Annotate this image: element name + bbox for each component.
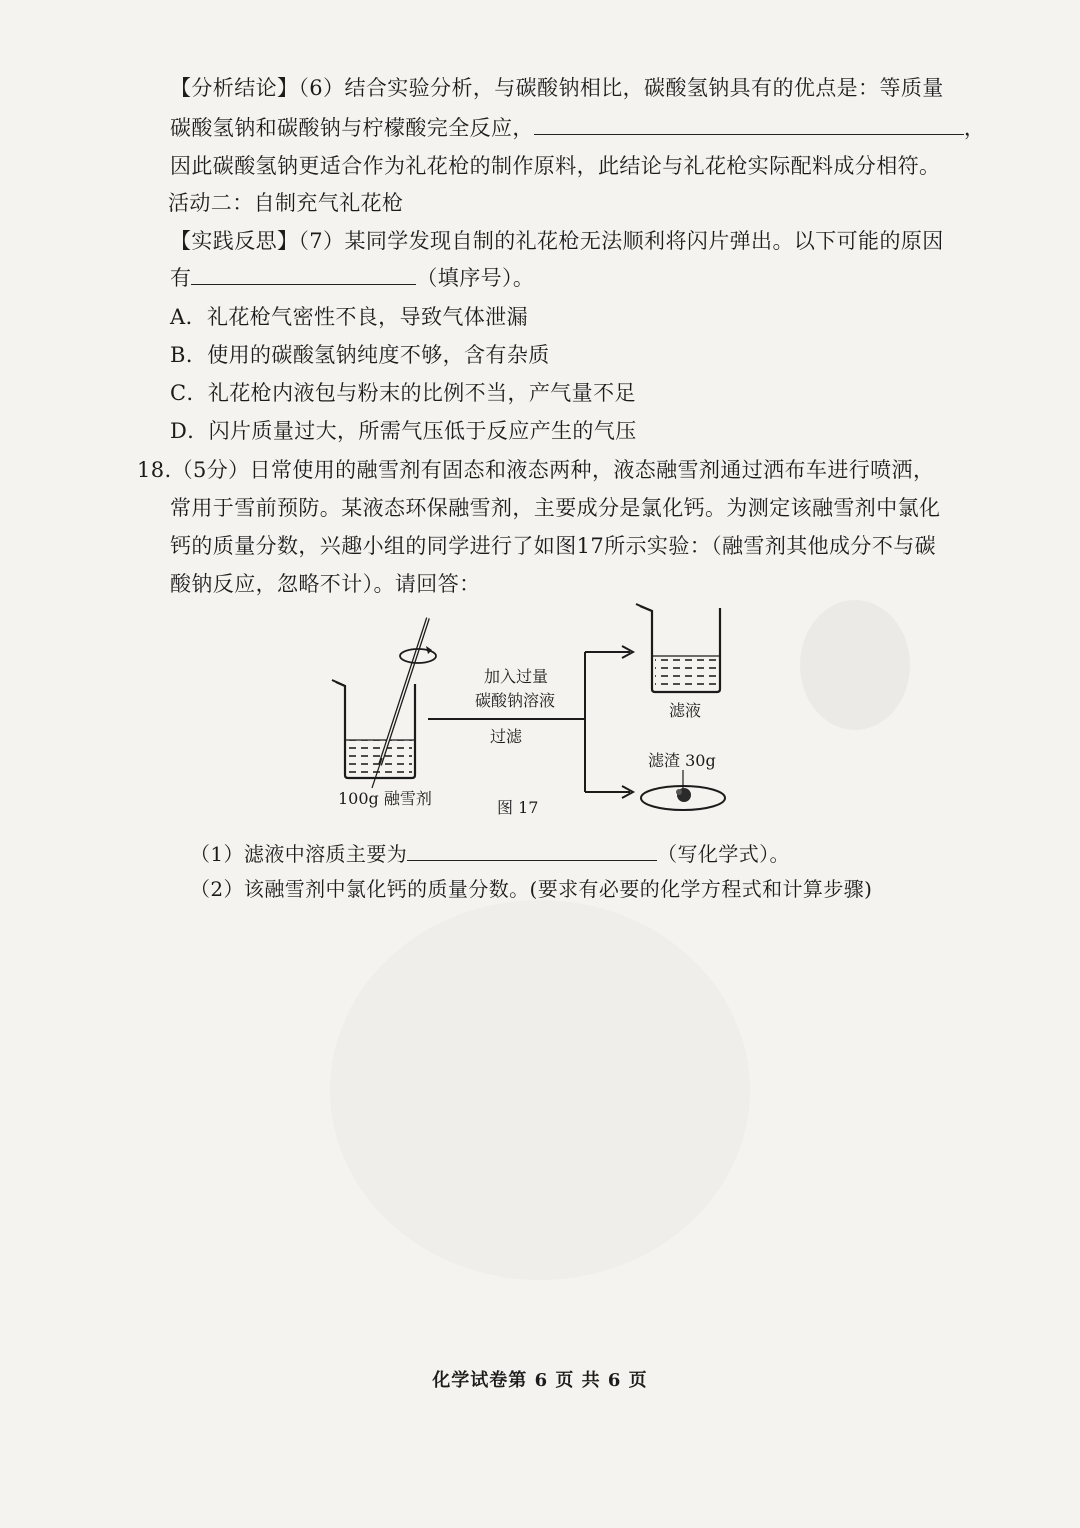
label-reagent: 碳酸钠溶液 [475,691,556,710]
analysis-line-2-text: 碳酸氢钠和碳酸钠与柠檬酸完全反应， [170,116,534,140]
q18-sub-1-text: （1）滤液中溶质主要为 [190,842,408,866]
reflect-line-2 [170,262,534,293]
label-sample: 100g 融雪剂 [338,789,432,808]
reflect-line-2-suffix: （填序号）。 [416,266,535,290]
reflect-line-1: 【实践反思】（7）某同学发现自制的礼花枪无法顺利将闪片弹出。以下可能的原因 [170,229,944,253]
answer-blank-6[interactable] [534,112,964,135]
option-c: C．礼花枪内液包与粉末的比例不当，产气量不足 [170,381,636,405]
answer-blank-18-1[interactable] [407,838,657,861]
figure-caption: 图 17 [497,798,539,817]
option-a: A．礼花枪气密性不良，导致气体泄漏 [170,305,528,329]
residue-dish-icon [641,770,725,810]
scan-smudge [330,900,750,1280]
activity-2-heading: 活动二：自制充气礼花枪 [168,191,404,215]
answer-blank-7[interactable] [191,262,416,285]
label-filtrate: 滤液 [669,701,702,720]
process-arrows-icon [428,646,633,798]
q18-sub-1-suffix: （写化学式）。 [657,842,790,866]
q18-sub-2: （2）该融雪剂中氯化钙的质量分数。(要求有必要的化学方程式和计算步骤) [190,877,873,901]
q18-line-4: 酸钠反应，忽略不计）。请回答： [170,572,481,596]
label-filter: 过滤 [490,727,523,746]
reflect-line-2-text: 有 [170,266,192,290]
analysis-line-2 [170,112,985,143]
filtrate-beaker-icon [636,604,720,692]
q18-line-3: 钙的质量分数，兴趣小组的同学进行了如图17所示实验：（融雪剂其他成分不与碳 [170,534,937,558]
analysis-line-1: 【分析结论】（6）结合实验分析，与碳酸钠相比，碳酸氢钠具有的优点是：等质量 [170,76,944,100]
scan-smudge [800,600,910,730]
stirring-rod-icon [372,618,436,788]
analysis-line-3: 因此碳酸氢钠更适合作为礼花枪的制作原料，此结论与礼花枪实际配料成分相符。 [170,154,941,178]
option-d: D．闪片质量过大，所需气压低于反应产生的气压 [170,419,637,443]
analysis-line-2-comma: ， [963,116,986,140]
q18-sub-1 [190,838,790,869]
left-beaker-icon [332,680,415,778]
page-footer: 化学试卷第 6 页 共 6 页 [432,1370,648,1391]
q18-line-2: 常用于雪前预防。某液态环保融雪剂，主要成分是氯化钙。为测定该融雪剂中氯化 [170,496,941,520]
q18-line-1: 18.（5分）日常使用的融雪剂有固态和液态两种，液态融雪剂通过洒布车进行喷洒， [137,458,935,482]
label-residue: 滤渣 30g [648,751,716,770]
label-add-excess: 加入过量 [484,667,549,686]
option-b: B．使用的碳酸氢钠纯度不够，含有杂质 [170,343,550,367]
